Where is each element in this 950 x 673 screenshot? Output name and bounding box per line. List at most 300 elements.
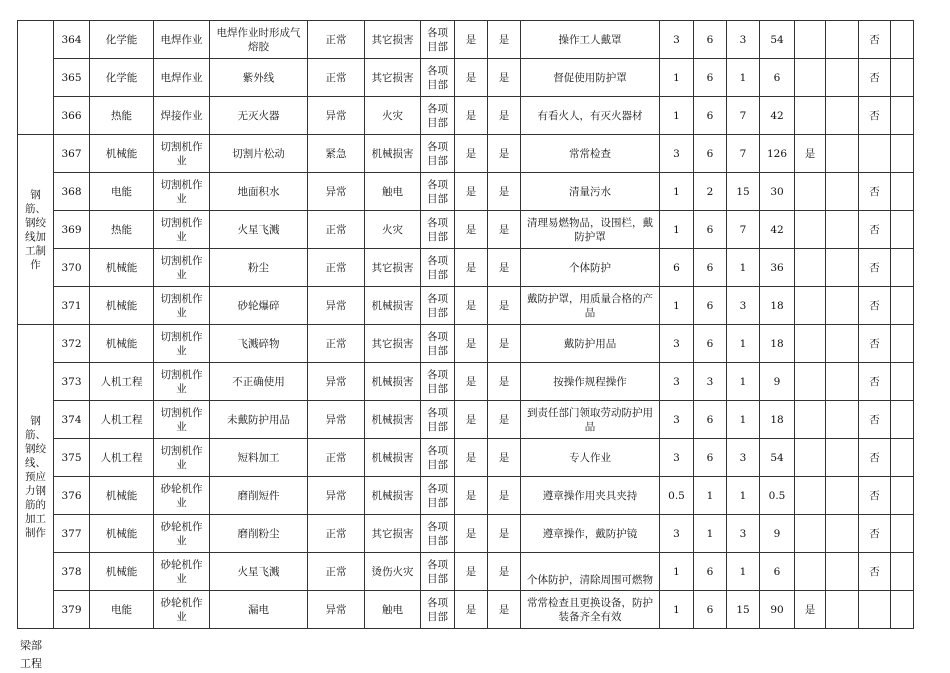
cell-major-risk <box>795 287 826 325</box>
cell-major-risk <box>795 325 826 363</box>
cell-c-value: 7 <box>727 135 760 173</box>
cell-number: 372 <box>54 325 90 363</box>
cell-scope: 各项目部 <box>421 211 455 249</box>
cell-flag-2: 是 <box>488 477 521 515</box>
cell-state: 异常 <box>308 287 365 325</box>
cell-activity: 电焊作业 <box>154 21 210 59</box>
cell-number: 375 <box>54 439 90 477</box>
cell-blank <box>826 21 859 59</box>
cell-control-measure: 常常检查 <box>521 135 660 173</box>
cell-e-value: 6 <box>694 249 727 287</box>
cell-blank <box>826 287 859 325</box>
cell-activity: 切割机作业 <box>154 325 210 363</box>
cell-consequence: 机械损害 <box>365 439 421 477</box>
cell-energy-type: 电能 <box>90 591 154 629</box>
footer-line-1: 梁部 <box>20 639 42 652</box>
cell-state: 异常 <box>308 477 365 515</box>
cell-state: 正常 <box>308 553 365 591</box>
cell-judgement: 否 <box>859 363 891 401</box>
cell-major-risk <box>795 21 826 59</box>
table-row <box>18 325 914 363</box>
cell-l-value: 3 <box>660 363 694 401</box>
cell-scope: 各项目部 <box>421 21 455 59</box>
cell-e-value: 2 <box>694 173 727 211</box>
cell-flag-1: 是 <box>455 325 488 363</box>
cell-c-value: 1 <box>727 59 760 97</box>
cell-d-value: 90 <box>760 591 795 629</box>
cell-hazard: 磨削短件 <box>210 477 308 515</box>
cell-hazard: 切割片松动 <box>210 135 308 173</box>
table-row <box>18 287 914 325</box>
cell-energy-type: 热能 <box>90 211 154 249</box>
cell-flag-1: 是 <box>455 439 488 477</box>
cell-d-value: 36 <box>760 249 795 287</box>
cell-number: 371 <box>54 287 90 325</box>
cell-d-value: 18 <box>760 287 795 325</box>
cell-flag-2: 是 <box>488 97 521 135</box>
cell-activity: 切割机作业 <box>154 287 210 325</box>
cell-flag-2: 是 <box>488 287 521 325</box>
table-row <box>18 249 914 287</box>
cell-judgement: 否 <box>859 515 891 553</box>
cell-state: 正常 <box>308 439 365 477</box>
cell-l-value: 3 <box>660 401 694 439</box>
cell-energy-type: 机械能 <box>90 477 154 515</box>
cell-flag-1: 是 <box>455 363 488 401</box>
cell-scope: 各项目部 <box>421 591 455 629</box>
cell-l-value: 1 <box>660 59 694 97</box>
cell-flag-2: 是 <box>488 401 521 439</box>
cell-activity: 切割机作业 <box>154 249 210 287</box>
cell-energy-type: 热能 <box>90 97 154 135</box>
cell-state: 正常 <box>308 249 365 287</box>
risk-assessment-table <box>17 20 914 629</box>
cell-flag-2: 是 <box>488 249 521 287</box>
cell-major-risk: 是 <box>795 591 826 629</box>
cell-d-value: 30 <box>760 173 795 211</box>
cell-blank <box>826 439 859 477</box>
cell-state: 异常 <box>308 401 365 439</box>
cell-control-measure: 督促使用防护罩 <box>521 59 660 97</box>
group-label <box>18 21 54 135</box>
cell-c-value: 15 <box>727 173 760 211</box>
cell-flag-2: 是 <box>488 21 521 59</box>
cell-judgement: 否 <box>859 173 891 211</box>
cell-flag-2: 是 <box>488 173 521 211</box>
cell-major-risk: 是 <box>795 135 826 173</box>
cell-judgement: 否 <box>859 211 891 249</box>
cell-flag-1: 是 <box>455 135 488 173</box>
cell-blank-end <box>891 515 914 553</box>
cell-hazard: 火星飞溅 <box>210 553 308 591</box>
cell-activity: 砂轮机作业 <box>154 553 210 591</box>
table-row <box>18 173 914 211</box>
cell-flag-1: 是 <box>455 21 488 59</box>
cell-state: 正常 <box>308 59 365 97</box>
cell-c-value: 3 <box>727 515 760 553</box>
cell-scope: 各项目部 <box>421 553 455 591</box>
cell-state: 异常 <box>308 591 365 629</box>
cell-blank-end <box>891 591 914 629</box>
cell-number: 378 <box>54 553 90 591</box>
cell-flag-2: 是 <box>488 363 521 401</box>
cell-number: 365 <box>54 59 90 97</box>
footer-line-2: 工程 <box>20 657 42 670</box>
cell-major-risk <box>795 173 826 211</box>
cell-e-value: 1 <box>694 515 727 553</box>
cell-l-value: 1 <box>660 173 694 211</box>
cell-control-measure: 操作工人戴罩 <box>521 21 660 59</box>
cell-e-value: 1 <box>694 477 727 515</box>
cell-c-value: 1 <box>727 401 760 439</box>
cell-e-value: 6 <box>694 439 727 477</box>
cell-energy-type: 人机工程 <box>90 439 154 477</box>
cell-flag-1: 是 <box>455 287 488 325</box>
cell-e-value: 6 <box>694 211 727 249</box>
cell-scope: 各项目部 <box>421 249 455 287</box>
cell-hazard: 未戴防护用品 <box>210 401 308 439</box>
cell-judgement: 否 <box>859 325 891 363</box>
cell-flag-1: 是 <box>455 515 488 553</box>
cell-scope: 各项目部 <box>421 97 455 135</box>
cell-hazard: 电焊作业时形成气熔胶 <box>210 21 308 59</box>
cell-major-risk <box>795 249 826 287</box>
cell-flag-1: 是 <box>455 591 488 629</box>
cell-flag-1: 是 <box>455 211 488 249</box>
cell-state: 正常 <box>308 21 365 59</box>
cell-control-measure: 到责任部门领取劳动防护用品 <box>521 401 660 439</box>
cell-major-risk <box>795 97 826 135</box>
cell-consequence: 其它损害 <box>365 21 421 59</box>
cell-flag-2: 是 <box>488 591 521 629</box>
cell-l-value: 6 <box>660 249 694 287</box>
cell-hazard: 紫外线 <box>210 59 308 97</box>
cell-control-measure: 戴防护用品 <box>521 325 660 363</box>
cell-blank-end <box>891 249 914 287</box>
cell-hazard: 漏电 <box>210 591 308 629</box>
cell-blank <box>826 135 859 173</box>
cell-l-value: 0.5 <box>660 477 694 515</box>
cell-number: 364 <box>54 21 90 59</box>
table-row <box>18 59 914 97</box>
cell-e-value: 6 <box>694 97 727 135</box>
cell-control-measure: 有看火人，有灭火器材 <box>521 97 660 135</box>
cell-d-value: 126 <box>760 135 795 173</box>
cell-energy-type: 机械能 <box>90 249 154 287</box>
cell-d-value: 18 <box>760 401 795 439</box>
table-row <box>18 21 914 59</box>
cell-major-risk <box>795 515 826 553</box>
cell-c-value: 1 <box>727 363 760 401</box>
cell-consequence: 触电 <box>365 173 421 211</box>
cell-e-value: 6 <box>694 59 727 97</box>
cell-blank-end <box>891 211 914 249</box>
cell-consequence: 其它损害 <box>365 325 421 363</box>
cell-blank <box>826 553 859 591</box>
cell-d-value: 18 <box>760 325 795 363</box>
cell-e-value: 6 <box>694 135 727 173</box>
cell-energy-type: 人机工程 <box>90 401 154 439</box>
cell-d-value: 9 <box>760 515 795 553</box>
cell-blank <box>826 591 859 629</box>
cell-control-measure: 专人作业 <box>521 439 660 477</box>
cell-activity: 切割机作业 <box>154 401 210 439</box>
cell-d-value: 54 <box>760 439 795 477</box>
cell-control-measure: 个体防护 <box>521 249 660 287</box>
cell-judgement: 否 <box>859 401 891 439</box>
cell-activity: 砂轮机作业 <box>154 591 210 629</box>
cell-d-value: 42 <box>760 97 795 135</box>
cell-l-value: 1 <box>660 591 694 629</box>
cell-consequence: 其它损害 <box>365 59 421 97</box>
cell-flag-2: 是 <box>488 59 521 97</box>
cell-energy-type: 机械能 <box>90 515 154 553</box>
cell-e-value: 3 <box>694 363 727 401</box>
cell-energy-type: 化学能 <box>90 59 154 97</box>
cell-scope: 各项目部 <box>421 325 455 363</box>
cell-consequence: 机械损害 <box>365 363 421 401</box>
cell-flag-1: 是 <box>455 97 488 135</box>
cell-e-value: 6 <box>694 287 727 325</box>
cell-major-risk <box>795 363 826 401</box>
cell-judgement <box>859 591 891 629</box>
cell-l-value: 3 <box>660 325 694 363</box>
cell-flag-2: 是 <box>488 325 521 363</box>
table-row <box>18 363 914 401</box>
table-body <box>18 21 914 629</box>
cell-d-value: 54 <box>760 21 795 59</box>
cell-activity: 切割机作业 <box>154 363 210 401</box>
cell-hazard: 不正确使用 <box>210 363 308 401</box>
cell-control-measure: 遵章操作，戴防护镜 <box>521 515 660 553</box>
cell-state: 紧急 <box>308 135 365 173</box>
cell-blank <box>826 97 859 135</box>
cell-flag-2: 是 <box>488 135 521 173</box>
cell-blank-end <box>891 477 914 515</box>
cell-hazard: 粉尘 <box>210 249 308 287</box>
cell-number: 368 <box>54 173 90 211</box>
cell-flag-2: 是 <box>488 553 521 591</box>
cell-number: 376 <box>54 477 90 515</box>
cell-major-risk <box>795 553 826 591</box>
cell-control-measure: 遵章操作用夹具夹持 <box>521 477 660 515</box>
cell-activity: 砂轮机作业 <box>154 477 210 515</box>
cell-activity: 切割机作业 <box>154 211 210 249</box>
cell-scope: 各项目部 <box>421 135 455 173</box>
group-label: 钢筋、钢绞线加工制作 <box>18 135 54 325</box>
cell-energy-type: 机械能 <box>90 135 154 173</box>
cell-consequence: 触电 <box>365 591 421 629</box>
cell-l-value: 3 <box>660 135 694 173</box>
cell-flag-2: 是 <box>488 515 521 553</box>
table-row <box>18 553 914 591</box>
cell-c-value: 3 <box>727 21 760 59</box>
cell-l-value: 3 <box>660 515 694 553</box>
cell-judgement: 否 <box>859 553 891 591</box>
cell-l-value: 1 <box>660 211 694 249</box>
cell-number: 367 <box>54 135 90 173</box>
cell-blank-end <box>891 135 914 173</box>
cell-control-measure: 清理易燃物品，设围栏，戴防护罩 <box>521 211 660 249</box>
cell-d-value: 0.5 <box>760 477 795 515</box>
cell-activity: 焊接作业 <box>154 97 210 135</box>
cell-number: 374 <box>54 401 90 439</box>
cell-blank-end <box>891 59 914 97</box>
cell-blank-end <box>891 439 914 477</box>
cell-c-value: 7 <box>727 97 760 135</box>
cell-number: 373 <box>54 363 90 401</box>
cell-blank <box>826 401 859 439</box>
cell-blank <box>826 173 859 211</box>
footer-label <box>20 637 42 673</box>
cell-c-value: 3 <box>727 439 760 477</box>
cell-consequence: 其它损害 <box>365 249 421 287</box>
cell-consequence: 火灾 <box>365 211 421 249</box>
cell-judgement: 否 <box>859 477 891 515</box>
cell-judgement: 否 <box>859 287 891 325</box>
cell-control-measure: 戴防护罩，用质量合格的产品 <box>521 287 660 325</box>
cell-number: 377 <box>54 515 90 553</box>
cell-consequence: 火灾 <box>365 97 421 135</box>
cell-blank-end <box>891 363 914 401</box>
cell-scope: 各项目部 <box>421 59 455 97</box>
cell-state: 正常 <box>308 515 365 553</box>
cell-scope: 各项目部 <box>421 401 455 439</box>
cell-c-value: 3 <box>727 287 760 325</box>
cell-scope: 各项目部 <box>421 515 455 553</box>
cell-activity: 电焊作业 <box>154 59 210 97</box>
cell-state: 异常 <box>308 363 365 401</box>
cell-judgement: 否 <box>859 97 891 135</box>
cell-state: 正常 <box>308 211 365 249</box>
cell-major-risk <box>795 401 826 439</box>
cell-state: 异常 <box>308 97 365 135</box>
table-row <box>18 211 914 249</box>
table-row <box>18 477 914 515</box>
cell-scope: 各项目部 <box>421 173 455 211</box>
cell-activity: 切割机作业 <box>154 135 210 173</box>
cell-l-value: 1 <box>660 287 694 325</box>
cell-energy-type: 机械能 <box>90 287 154 325</box>
cell-activity: 砂轮机作业 <box>154 515 210 553</box>
cell-blank <box>826 325 859 363</box>
table-row <box>18 591 914 629</box>
cell-blank-end <box>891 21 914 59</box>
cell-energy-type: 机械能 <box>90 553 154 591</box>
cell-flag-1: 是 <box>455 59 488 97</box>
cell-blank <box>826 59 859 97</box>
table-row <box>18 97 914 135</box>
cell-control-measure: 个体防护，清除周围可燃物 <box>521 553 660 591</box>
cell-d-value: 6 <box>760 59 795 97</box>
table-row <box>18 135 914 173</box>
cell-consequence: 机械损害 <box>365 477 421 515</box>
cell-control-measure: 常常检查且更换设备，防护装备齐全有效 <box>521 591 660 629</box>
cell-hazard: 砂轮爆碎 <box>210 287 308 325</box>
cell-hazard: 地面积水 <box>210 173 308 211</box>
cell-control-measure: 清量污水 <box>521 173 660 211</box>
cell-e-value: 6 <box>694 325 727 363</box>
cell-scope: 各项目部 <box>421 477 455 515</box>
cell-major-risk <box>795 211 826 249</box>
cell-c-value: 1 <box>727 325 760 363</box>
cell-hazard: 飞溅碎物 <box>210 325 308 363</box>
cell-hazard: 火星飞溅 <box>210 211 308 249</box>
cell-l-value: 1 <box>660 97 694 135</box>
cell-d-value: 42 <box>760 211 795 249</box>
cell-judgement: 否 <box>859 21 891 59</box>
cell-consequence: 机械损害 <box>365 287 421 325</box>
cell-number: 366 <box>54 97 90 135</box>
cell-blank-end <box>891 287 914 325</box>
cell-judgement: 否 <box>859 439 891 477</box>
cell-c-value: 15 <box>727 591 760 629</box>
cell-major-risk <box>795 439 826 477</box>
cell-consequence: 机械损害 <box>365 401 421 439</box>
cell-e-value: 6 <box>694 401 727 439</box>
cell-flag-2: 是 <box>488 211 521 249</box>
cell-consequence: 机械损害 <box>365 135 421 173</box>
cell-blank <box>826 363 859 401</box>
cell-blank <box>826 477 859 515</box>
cell-flag-1: 是 <box>455 249 488 287</box>
cell-state: 异常 <box>308 173 365 211</box>
cell-blank-end <box>891 173 914 211</box>
risk-table-container <box>17 20 914 629</box>
table-row <box>18 515 914 553</box>
cell-number: 370 <box>54 249 90 287</box>
cell-energy-type: 人机工程 <box>90 363 154 401</box>
cell-major-risk <box>795 59 826 97</box>
cell-c-value: 7 <box>727 211 760 249</box>
table-row <box>18 401 914 439</box>
cell-control-measure: 按操作规程操作 <box>521 363 660 401</box>
cell-blank <box>826 211 859 249</box>
cell-e-value: 6 <box>694 553 727 591</box>
cell-major-risk <box>795 477 826 515</box>
cell-blank-end <box>891 97 914 135</box>
cell-hazard: 短料加工 <box>210 439 308 477</box>
cell-flag-2: 是 <box>488 439 521 477</box>
cell-flag-1: 是 <box>455 477 488 515</box>
cell-c-value: 1 <box>727 553 760 591</box>
cell-blank <box>826 249 859 287</box>
cell-scope: 各项目部 <box>421 363 455 401</box>
cell-hazard: 磨削粉尘 <box>210 515 308 553</box>
cell-blank-end <box>891 325 914 363</box>
cell-hazard: 无灭火器 <box>210 97 308 135</box>
cell-blank <box>826 515 859 553</box>
cell-c-value: 1 <box>727 477 760 515</box>
cell-c-value: 1 <box>727 249 760 287</box>
cell-scope: 各项目部 <box>421 439 455 477</box>
cell-judgement: 否 <box>859 59 891 97</box>
cell-activity: 切割机作业 <box>154 439 210 477</box>
cell-l-value: 1 <box>660 553 694 591</box>
cell-flag-1: 是 <box>455 173 488 211</box>
cell-number: 379 <box>54 591 90 629</box>
cell-consequence: 其它损害 <box>365 515 421 553</box>
cell-l-value: 3 <box>660 439 694 477</box>
cell-e-value: 6 <box>694 21 727 59</box>
cell-l-value: 3 <box>660 21 694 59</box>
cell-d-value: 9 <box>760 363 795 401</box>
cell-consequence: 烫伤火灾 <box>365 553 421 591</box>
cell-scope: 各项目部 <box>421 287 455 325</box>
cell-d-value: 6 <box>760 553 795 591</box>
cell-energy-type: 机械能 <box>90 325 154 363</box>
cell-energy-type: 电能 <box>90 173 154 211</box>
